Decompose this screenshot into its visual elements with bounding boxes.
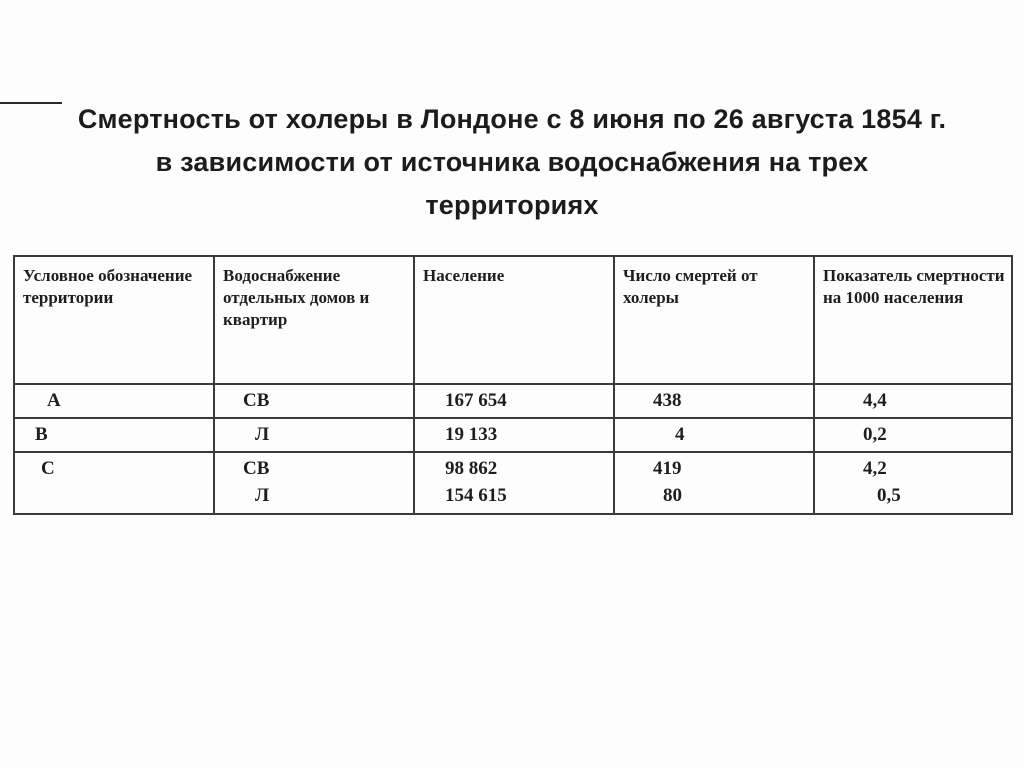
population-value: 98 862	[445, 458, 498, 479]
cell-rate	[814, 384, 1012, 418]
supply-value: Л	[255, 485, 270, 506]
cell-rate	[814, 418, 1012, 452]
deaths-value: 438	[653, 390, 682, 411]
territory-value: С	[41, 458, 55, 479]
population-value: 154 615	[445, 485, 507, 506]
supply-value: СВ	[243, 390, 270, 411]
cell-supply	[214, 452, 414, 514]
header-territory: Условное обозначение территории	[14, 256, 214, 384]
cell-population	[414, 384, 614, 418]
header-population: Население	[414, 256, 614, 384]
cell-population	[414, 418, 614, 452]
rate-value: 4,2	[863, 458, 887, 479]
population-value: 167 654	[445, 390, 507, 411]
rate-value: 0,5	[877, 485, 901, 506]
mortality-table	[13, 255, 1011, 515]
deaths-value: 4	[675, 424, 685, 445]
rate-value: 4,4	[863, 390, 887, 411]
header-mortality-rate: Показатель смертности на 1000 населения	[814, 256, 1012, 384]
table-header-row	[14, 256, 1012, 384]
table-row	[14, 384, 1012, 418]
table-row	[14, 418, 1012, 452]
supply-value: СВ	[243, 458, 270, 479]
table-row	[14, 452, 1012, 514]
cell-territory	[14, 384, 214, 418]
cell-population	[414, 452, 614, 514]
cell-deaths	[614, 418, 814, 452]
header-deaths: Число смертей от холеры	[614, 256, 814, 384]
title-line-3: территориях	[425, 190, 599, 220]
cell-deaths	[614, 384, 814, 418]
cell-supply	[214, 384, 414, 418]
cell-rate	[814, 452, 1012, 514]
header-water-supply: Водоснабжение отдельных домов и квартир	[214, 256, 414, 384]
deaths-value: 80	[663, 485, 682, 506]
title-line-2: в зависимости от источника водоснабжения на трех	[155, 147, 869, 177]
cell-territory	[14, 452, 214, 514]
document-title	[20, 98, 1004, 227]
territory-value: А	[47, 390, 61, 411]
population-value: 19 133	[445, 424, 498, 445]
data-table	[13, 255, 1013, 515]
title-line-1: Смертность от холеры в Лондоне с 8 июня по 26 августа 1854 г.	[77, 104, 947, 134]
deaths-value: 419	[653, 458, 682, 479]
supply-value: Л	[255, 424, 270, 445]
territory-value: В	[35, 424, 48, 445]
cell-deaths	[614, 452, 814, 514]
rate-value: 0,2	[863, 424, 887, 445]
cell-territory	[14, 418, 214, 452]
cell-supply	[214, 418, 414, 452]
